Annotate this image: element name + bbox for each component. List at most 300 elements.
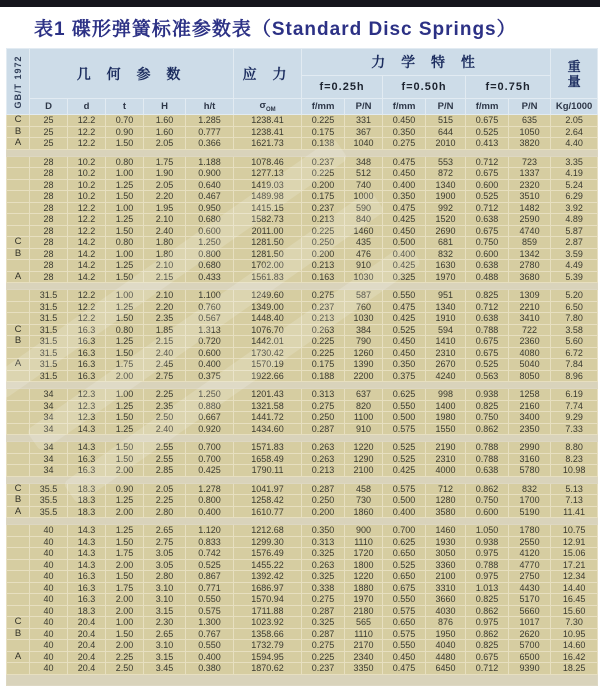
series-label-cell [7,536,30,548]
data-cell: 6.19 [551,389,598,401]
table-row [7,412,598,424]
series-label-cell [7,290,30,302]
data-cell: 1582.73 [234,214,302,226]
data-cell: 2.15 [144,271,186,283]
data-cell: 859 [509,237,551,249]
data-cell: 0.450 [383,168,426,180]
data-cell: 2.65 [144,628,186,640]
data-cell: 1.85 [144,324,186,336]
data-cell: 1.25 [106,214,144,226]
data-cell: 9.29 [551,412,598,424]
data-cell: 0.600 [466,248,509,260]
data-cell: 31.5 [30,290,68,302]
top-border-bar [0,0,600,7]
data-cell: 31.5 [30,324,68,336]
data-cell: 0.550 [383,640,426,652]
series-label-cell [7,605,30,617]
data-cell: 16.45 [551,594,598,606]
series-label-cell [7,412,30,424]
data-cell: 34 [30,412,68,424]
data-cell: 1212.68 [234,525,302,537]
data-cell: 0.400 [186,506,234,518]
table-row [7,168,598,180]
data-cell: 14.2 [68,271,106,283]
data-cell: 28 [30,248,68,260]
data-cell: 1922.66 [234,370,302,382]
data-cell: 0.575 [383,483,426,495]
col-header-p050: P/N [426,99,466,115]
separator-row [7,382,598,389]
col-header-ht: h/t [186,99,234,115]
data-cell: 1040 [345,138,383,150]
data-cell: 1.50 [106,313,144,325]
data-cell: 0.138 [302,138,345,150]
data-cell: 0.800 [186,495,234,507]
data-cell: 2100 [426,571,466,583]
data-cell: 2.65 [144,525,186,537]
data-cell: 2.50 [106,663,144,675]
table-row [7,389,598,401]
data-cell: 5040 [509,359,551,371]
data-cell: 1.75 [106,359,144,371]
data-cell: 1.25 [106,525,144,537]
data-cell: 0.700 [383,525,426,537]
data-cell: 20.4 [68,640,106,652]
col-header-p025: P/N [345,99,383,115]
data-cell: 7.13 [551,495,598,507]
data-cell: 12.91 [551,536,598,548]
series-label-cell [7,389,30,401]
data-cell: 0.550 [186,594,234,606]
data-cell: 1570.94 [234,594,302,606]
data-cell: 3.15 [144,605,186,617]
data-cell: 40 [30,594,68,606]
data-cell: 0.675 [466,168,509,180]
data-cell: 14.3 [68,423,106,435]
series-label-cell: C [7,483,30,495]
data-cell: 1.50 [106,191,144,203]
data-cell: 15.06 [551,548,598,560]
data-cell: 998 [426,389,466,401]
table-row [7,582,598,594]
data-cell: 1.25 [106,423,144,435]
series-label-cell: C [7,617,30,629]
data-cell: 0.287 [302,423,345,435]
data-cell: 28 [30,191,68,203]
data-cell: 0.750 [466,495,509,507]
data-cell: 1790.11 [234,465,302,477]
data-cell: 1730.42 [234,347,302,359]
data-cell: 0.275 [302,400,345,412]
data-cell: 40 [30,548,68,560]
data-cell: 2.35 [144,400,186,412]
data-cell: 34 [30,453,68,465]
data-cell: 2.05 [144,179,186,191]
data-cell: 515 [426,115,466,127]
data-cell: 0.275 [302,594,345,606]
data-cell: 0.742 [186,548,234,560]
data-cell: 0.225 [302,336,345,348]
data-cell: 1.50 [106,347,144,359]
data-cell: 0.675 [466,115,509,127]
data-cell: 18.3 [68,506,106,518]
data-cell: 0.525 [383,324,426,336]
data-cell: 1201.43 [234,389,302,401]
deflection-025h-header: f=0.25h [302,76,383,99]
data-cell: 900 [345,525,383,537]
data-cell: 0.250 [302,412,345,424]
data-cell: 28 [30,260,68,272]
data-cell: 0.450 [383,347,426,359]
data-cell: 0.600 [466,506,509,518]
data-cell: 14.60 [551,640,598,652]
col-header-sigma: $\sigma_{OM}$ [234,99,302,115]
data-cell: 512 [345,168,383,180]
data-cell: 0.771 [186,582,234,594]
data-cell: 28 [30,237,68,249]
table-row [7,225,598,237]
data-cell: 3.10 [144,594,186,606]
data-cell: 6500 [509,651,551,663]
data-cell: 1434.60 [234,423,302,435]
data-cell: 0.650 [383,571,426,583]
data-cell: 1.250 [186,389,234,401]
data-cell: 14.3 [68,536,106,548]
data-cell: 1.75 [144,156,186,168]
data-cell: 1880 [345,582,383,594]
data-cell: 1441.72 [234,412,302,424]
data-cell: 0.475 [383,301,426,313]
data-cell: 0.237 [302,156,345,168]
data-cell: 0.225 [302,115,345,127]
data-cell: 1860 [345,506,383,518]
data-cell: 34 [30,442,68,454]
data-cell: 2.25 [144,389,186,401]
data-cell: 0.525 [466,126,509,138]
data-cell: 14.3 [68,559,106,571]
data-cell: 10.2 [68,168,106,180]
series-label-cell [7,179,30,191]
data-cell: 3.15 [144,651,186,663]
separator-row [7,435,598,442]
separator-row [7,518,598,525]
data-cell: 4740 [509,225,551,237]
data-cell: 25 [30,115,68,127]
data-cell: 0.275 [383,138,426,150]
data-cell: 1337 [509,168,551,180]
data-cell: 2.00 [106,594,144,606]
data-cell: 16.3 [68,571,106,583]
data-cell: 1290 [345,453,383,465]
data-cell: 18.3 [68,605,106,617]
data-cell: 1.285 [186,115,234,127]
data-cell: 4240 [426,370,466,382]
data-cell: 16.3 [68,465,106,477]
data-cell: 0.287 [302,605,345,617]
data-cell: 0.638 [466,214,509,226]
data-cell: 5.20 [551,290,598,302]
title-row [0,7,600,48]
data-cell: 2550 [509,536,551,548]
data-cell: 0.550 [383,400,426,412]
data-cell: 1576.49 [234,548,302,560]
col-header-t: t [106,99,144,115]
data-cell: 40 [30,525,68,537]
table-row [7,370,598,382]
series-label-cell [7,453,30,465]
col-header-H: H [144,99,186,115]
data-cell: 31.5 [30,313,68,325]
data-cell: 0.600 [186,347,234,359]
data-cell: 1610.77 [234,506,302,518]
table-row [7,301,598,313]
data-cell: 40 [30,663,68,675]
data-cell: 0.175 [302,191,345,203]
data-cell: 1277.13 [234,168,302,180]
table-row [7,617,598,629]
table-row [7,605,598,617]
data-cell: 1.050 [466,525,509,537]
table-row [7,559,598,571]
series-label-cell [7,370,30,382]
data-cell: 2.00 [106,465,144,477]
data-cell: 0.625 [383,536,426,548]
data-cell: 0.500 [383,412,426,424]
data-cell: 0.567 [186,313,234,325]
series-label-cell: A [7,506,30,518]
data-cell: 17.21 [551,559,598,571]
data-cell: 35.5 [30,495,68,507]
data-cell: 0.550 [383,594,426,606]
table-row [7,651,598,663]
data-cell: 2690 [426,225,466,237]
data-cell: 367 [345,126,383,138]
data-cell: 20.4 [68,617,106,629]
data-cell: 28 [30,179,68,191]
data-cell: 553 [426,156,466,168]
data-cell: 1299.30 [234,536,302,548]
data-cell: 14.3 [68,548,106,560]
data-cell: 1390 [345,359,383,371]
data-cell: 0.767 [186,628,234,640]
data-cell: 0.188 [302,370,345,382]
data-cell: 910 [345,423,383,435]
data-cell: 2.55 [144,442,186,454]
data-cell: 1455.22 [234,559,302,571]
table-row [7,640,598,652]
data-cell: 0.638 [466,313,509,325]
data-cell: 5.87 [551,225,598,237]
col-header-weight: Kg/1000 [551,99,598,115]
table-row [7,483,598,495]
table-row [7,179,598,191]
data-cell: 10.98 [551,465,598,477]
data-cell: 0.225 [302,168,345,180]
data-cell: 1041.97 [234,483,302,495]
data-cell: 2.80 [144,506,186,518]
data-cell: 0.237 [302,202,345,214]
data-cell: 2350 [509,423,551,435]
data-cell: 1000 [345,191,383,203]
data-cell: 2.00 [106,605,144,617]
data-cell: 2.20 [144,191,186,203]
data-cell: 3510 [509,191,551,203]
data-cell: 0.667 [186,412,234,424]
data-cell: 12.2 [68,290,106,302]
table-row [7,495,598,507]
data-cell: 2180 [345,605,383,617]
data-cell: 2.25 [106,651,144,663]
data-cell: 3580 [426,506,466,518]
data-cell: 872 [426,168,466,180]
data-cell: 2011.00 [234,225,302,237]
data-cell: 2.20 [144,301,186,313]
data-cell: 40 [30,582,68,594]
data-cell: 2.75 [144,370,186,382]
data-cell: 1.00 [106,617,144,629]
data-cell: 2170 [345,640,383,652]
data-cell: 1.80 [144,248,186,260]
data-cell: 1340 [426,179,466,191]
data-cell: 0.413 [466,138,509,150]
data-cell: 10.2 [68,156,106,168]
data-cell: 4.49 [551,260,598,272]
data-cell: 0.700 [186,442,234,454]
data-cell: 28 [30,214,68,226]
data-cell: 0.675 [383,582,426,594]
series-label-cell [7,548,30,560]
data-cell: 12.2 [68,214,106,226]
data-cell: 12.34 [551,571,598,583]
data-cell: 1561.83 [234,271,302,283]
data-cell: 18.3 [68,495,106,507]
table-row [7,191,598,203]
data-cell: 5780 [509,465,551,477]
data-cell: 1.250 [186,237,234,249]
table-row [7,453,598,465]
data-cell: 1392.42 [234,571,302,583]
data-cell: 820 [345,400,383,412]
data-cell: 16.3 [68,359,106,371]
data-cell: 0.750 [466,237,509,249]
data-cell: 7.33 [551,423,598,435]
data-cell: 0.225 [302,347,345,359]
data-cell: 35.5 [30,506,68,518]
data-cell: 0.777 [186,126,234,138]
data-cell: 0.450 [383,225,426,237]
data-cell: 40 [30,617,68,629]
weight-group-header: 重量 [551,49,598,99]
data-cell: 712 [426,483,466,495]
data-cell: 2340 [345,651,383,663]
data-cell: 0.825 [466,290,509,302]
data-cell: 12.2 [68,138,106,150]
data-cell: 722 [509,324,551,336]
data-cell: 0.900 [186,168,234,180]
data-cell: 2310 [426,347,466,359]
data-cell: 3820 [509,138,551,150]
data-cell: 0.833 [186,536,234,548]
data-cell: 1050 [509,126,551,138]
data-cell: 0.80 [106,237,144,249]
data-cell: 1.50 [106,571,144,583]
data-cell: 1017 [509,617,551,629]
header-row-groups [7,49,598,76]
data-cell: 3360 [426,559,466,571]
data-cell: 0.175 [302,359,345,371]
data-cell: 0.325 [302,548,345,560]
data-cell: 5190 [509,506,551,518]
data-cell: 2190 [426,442,466,454]
data-cell: 0.600 [466,179,509,191]
data-cell: 0.350 [383,359,426,371]
data-cell: 1258.42 [234,495,302,507]
standard-label-cell [7,49,30,115]
series-label-cell: A [7,359,30,371]
data-cell: 2.40 [144,423,186,435]
data-cell: 0.450 [383,651,426,663]
data-cell: 0.200 [302,179,345,191]
data-cell: 0.350 [383,191,426,203]
data-cell: 384 [345,324,383,336]
data-cell: 9390 [509,663,551,675]
data-cell: 3.92 [551,202,598,214]
data-cell: 34 [30,389,68,401]
data-cell: 16.42 [551,651,598,663]
data-cell: 3660 [426,594,466,606]
data-cell: 0.213 [302,214,345,226]
data-cell: 0.825 [466,640,509,652]
series-label-cell [7,559,30,571]
series-label-cell [7,301,30,313]
data-cell: 3310 [426,582,466,594]
data-cell: 832 [509,483,551,495]
mechanical-group-header: 力 学 特 性 [302,49,551,76]
data-cell: 1594.95 [234,651,302,663]
data-cell: 1.75 [106,548,144,560]
data-cell: 1342 [509,248,551,260]
data-cell: 0.862 [466,483,509,495]
data-cell: 0.712 [466,202,509,214]
data-cell: 1.50 [106,271,144,283]
data-cell: 6450 [426,663,466,675]
data-cell: 594 [426,324,466,336]
data-cell: 0.825 [466,400,509,412]
data-cell: 1281.50 [234,237,302,249]
data-cell: 4040 [426,640,466,652]
data-cell: 1220 [345,571,383,583]
data-cell: 0.375 [186,370,234,382]
data-cell: 681 [426,237,466,249]
data-cell: 6.72 [551,347,598,359]
data-cell: 2.35 [144,313,186,325]
data-cell: 0.425 [383,313,426,325]
data-cell: 0.975 [466,617,509,629]
data-cell: 0.80 [106,324,144,336]
data-cell: 0.213 [302,260,345,272]
data-cell: 1460 [345,225,383,237]
data-cell: 1.25 [106,260,144,272]
data-cell: 1281.50 [234,248,302,260]
data-cell: 0.250 [302,237,345,249]
data-cell: 0.488 [466,271,509,283]
data-cell: 840 [345,214,383,226]
data-cell: 14.40 [551,582,598,594]
data-cell: 2320 [509,179,551,191]
data-cell: 0.938 [466,389,509,401]
data-cell: 0.80 [106,156,144,168]
data-cell: 1400 [426,400,466,412]
